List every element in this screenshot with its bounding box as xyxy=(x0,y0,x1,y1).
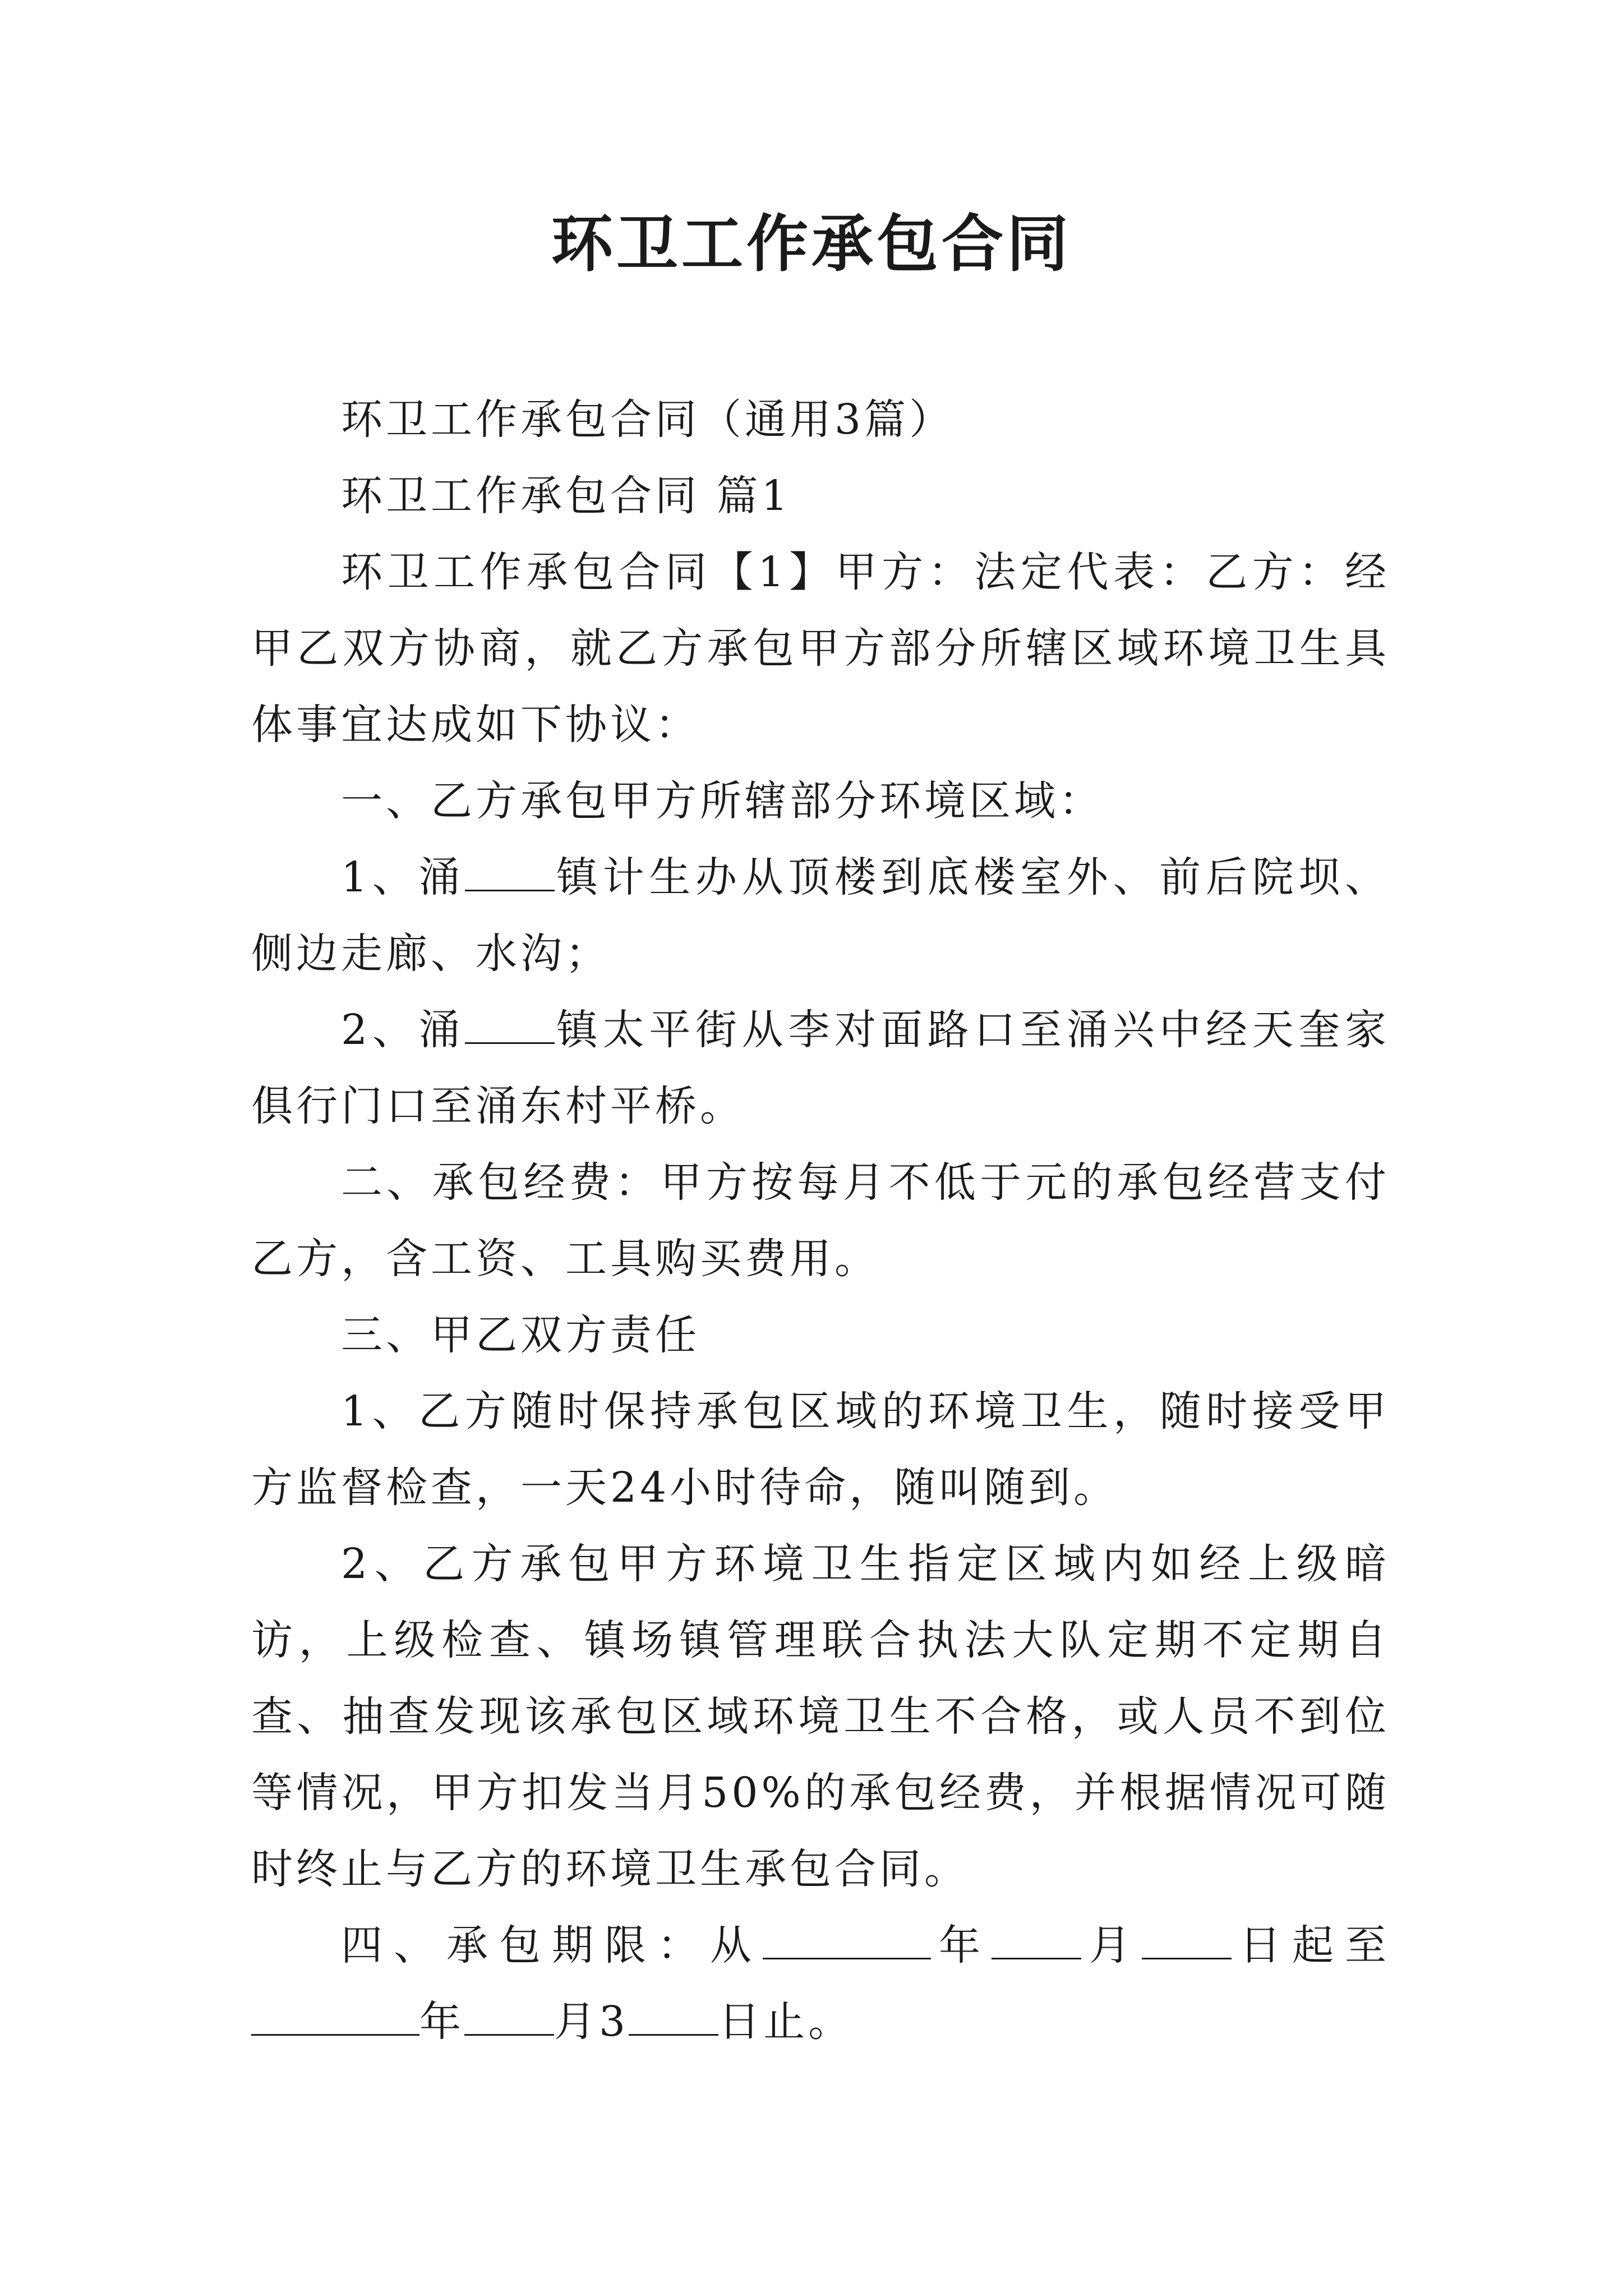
blank-line xyxy=(1142,1922,1232,1959)
document-title: 环卫工作承包合同 xyxy=(551,208,1072,280)
text-segment: 日起至 xyxy=(1232,1921,1390,1970)
paragraph-clause-3: 三、甲乙双方责任 xyxy=(341,1311,700,1359)
paragraph-clause-1: 一、乙方承包甲方所辖部分环境区域： xyxy=(341,777,1104,825)
paragraph-area-2 xyxy=(251,992,1390,1144)
text-segment: 月 xyxy=(1081,1921,1142,1970)
blank-line xyxy=(465,1006,555,1044)
paragraph-duty-1: 1、乙方随时保持承包区域的环境卫生，随时接受甲方监督检查，一天24小时待命，随叫随到。 xyxy=(251,1387,1390,1512)
blank-line xyxy=(992,1922,1081,1959)
paragraph-clause-2: 二、承包经费：甲方按每月不低于元的承包经营支付乙方，含工资、工具购买费用。 xyxy=(251,1158,1390,1283)
text-segment: 镇计生办从顶楼到底楼室外、前后院坝、侧边走廊、水沟； xyxy=(251,853,1390,978)
blank-line xyxy=(763,1922,931,1959)
text-segment: 日止。 xyxy=(718,1998,854,2046)
blank-line xyxy=(629,1998,718,2036)
paragraph-subtitle: 环卫工作承包合同（通用3篇） xyxy=(341,395,955,444)
text-segment: 镇太平街从李对面路口至涌兴中经天奎家俱行门口至涌东村平桥。 xyxy=(251,1006,1390,1130)
blank-line xyxy=(464,1998,554,2036)
blank-line xyxy=(465,854,555,891)
text-segment: 四、承包期限：从 xyxy=(341,1921,763,1970)
paragraph-clause-4 xyxy=(251,1907,1390,2060)
text-segment: 年 xyxy=(931,1921,992,1970)
text-segment: 月3 xyxy=(554,1998,629,2046)
text-segment: 1、涌 xyxy=(341,853,465,901)
text-segment: 2、涌 xyxy=(341,1006,465,1054)
paragraph-area-1 xyxy=(251,839,1390,992)
text-segment: 年 xyxy=(419,1998,464,2046)
paragraph-section-heading: 环卫工作承包合同 篇1 xyxy=(341,472,791,520)
paragraph-duty-2: 2、乙方承包甲方环境卫生指定区域内如经上级暗访，上级检查、镇场镇管理联合执法大队定期不定期自查、抽查发现该承包区域环境卫生不合格，或人员不到位等情况，甲方扣发当月50%的承包经费，并根据情况可随时终止与乙方的环境卫生承包合同。 xyxy=(251,1540,1390,1893)
blank-line xyxy=(251,1998,419,2036)
paragraph-intro: 环卫工作承包合同【1】甲方：法定代表：乙方：经甲乙双方协商，就乙方承包甲方部分所辖区域环境卫生具体事宜达成如下协议： xyxy=(251,548,1390,749)
document-body xyxy=(251,381,1390,2060)
